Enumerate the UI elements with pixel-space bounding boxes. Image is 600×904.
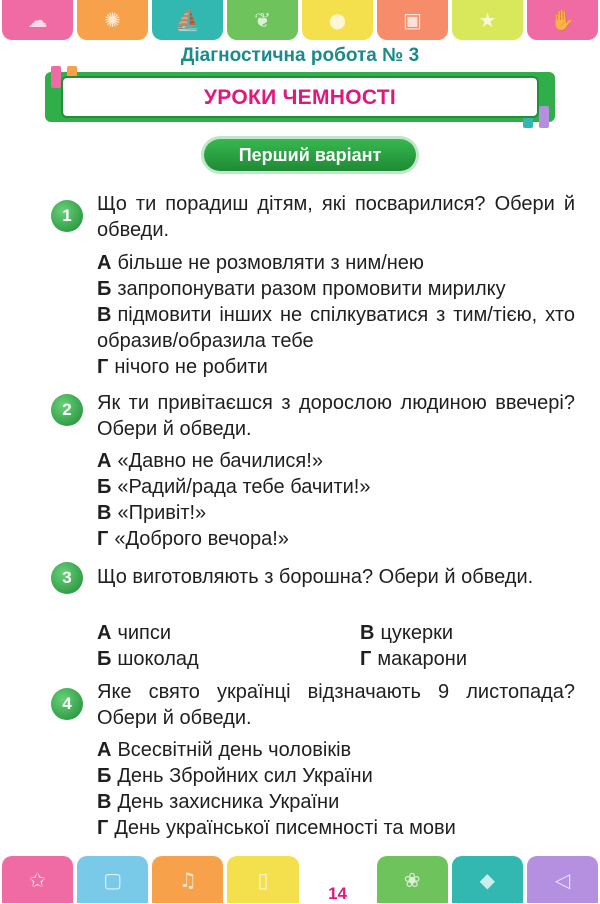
option-letter: А (97, 450, 112, 472)
bag-icon: ▣ (403, 8, 422, 32)
option-text: День української писемності та мови (114, 817, 456, 839)
page-number: 14 (328, 884, 348, 903)
decor-tile (227, 856, 298, 903)
ribbon-tab (51, 66, 61, 88)
option-text: «Давно не бачилися!» (117, 450, 323, 472)
answer-option[interactable] (97, 763, 575, 789)
option-letter: Г (97, 356, 109, 378)
answer-option[interactable] (97, 302, 575, 354)
option-letter: В (360, 622, 375, 644)
decor-tile (227, 0, 298, 40)
decor-tile (152, 0, 223, 40)
lesson-title: УРОКИ ЧЕМНОСТІ (203, 86, 397, 109)
square-icon: ▢ (103, 867, 123, 892)
answer-option[interactable] (97, 620, 347, 646)
answer-option[interactable] (97, 789, 575, 815)
triangle-icon: ◁ (554, 867, 571, 892)
apple-icon: ● (328, 8, 347, 32)
fish-icon: ◆ (479, 867, 495, 892)
decor-tile (527, 856, 598, 903)
decor-tile (2, 0, 73, 40)
decor-tile (452, 856, 523, 903)
option-text: запропонувати разом промовити мирилку (117, 278, 506, 300)
question-number-badge: 3 (51, 562, 83, 594)
answer-option[interactable] (97, 500, 575, 526)
option-letter: В (97, 304, 112, 326)
answer-option[interactable] (97, 737, 575, 763)
page-number-holder (303, 856, 373, 903)
question-number-badge: 2 (51, 394, 83, 426)
option-text: «Доброго вечора!» (114, 528, 289, 550)
option-text: цукерки (380, 622, 454, 644)
option-text: Всесвітній день чоловіків (117, 739, 352, 761)
decor-tile (2, 856, 73, 903)
answer-option[interactable] (97, 646, 347, 672)
variant-badge: Перший варіант (204, 139, 416, 171)
answer-option[interactable] (97, 474, 575, 500)
decor-tile (377, 0, 448, 40)
option-letter: А (97, 622, 112, 644)
option-letter: Б (97, 648, 112, 670)
answer-option[interactable] (360, 646, 575, 672)
option-letter: А (97, 252, 112, 274)
leaf-icon: ❦ (254, 8, 271, 32)
question-number-badge: 1 (51, 200, 83, 232)
bottom-decor-strip (0, 856, 600, 903)
hand-icon: ✋ (550, 8, 575, 32)
question-text: Як ти привітаєшся з дорослою людиною ввечері? Обери й обведи. (97, 392, 575, 440)
phone-icon: ▯ (257, 867, 269, 892)
option-letter: В (97, 502, 112, 524)
option-text: більше не розмовляти з ним/нею (117, 252, 424, 274)
question-text: Яке свято українці відзначають 9 листопада? Обери й обведи. (97, 681, 575, 729)
answer-option[interactable] (97, 354, 575, 380)
star-icon: ✩ (29, 867, 46, 892)
decor-tile (527, 0, 598, 40)
lesson-title-ribbon (45, 72, 555, 122)
option-letter: В (97, 791, 112, 813)
decor-tile (377, 856, 448, 903)
option-text: День захисника України (117, 791, 340, 813)
option-text: чипси (117, 622, 172, 644)
answer-option[interactable] (97, 250, 575, 276)
decor-tile (152, 856, 223, 903)
option-text: День Збройних сил України (117, 765, 373, 787)
decor-tile (302, 0, 373, 40)
question-text: Що виготовляють з борошна? Обери й обведи. (97, 566, 534, 588)
option-letter: А (97, 739, 112, 761)
option-letter: Г (97, 528, 109, 550)
ribbon-tab (539, 106, 549, 128)
music-icon: ♫ (178, 867, 197, 892)
answer-option[interactable] (97, 526, 575, 552)
cloud-icon: ☁ (27, 8, 48, 32)
answer-option[interactable] (97, 815, 575, 841)
option-letter: Б (97, 278, 112, 300)
question-number-badge: 4 (51, 688, 83, 720)
answer-option[interactable] (97, 276, 575, 302)
option-text: «Привіт!» (117, 502, 207, 524)
option-letter: Б (97, 476, 112, 498)
work-title: Діагностична робота № 3 (180, 45, 420, 66)
question-text: Що ти порадиш дітям, які посварилися? Обери й обведи. (97, 193, 575, 241)
decor-tile (452, 0, 523, 40)
option-text: нічого не робити (114, 356, 268, 378)
option-text: «Радий/рада тебе бачити!» (117, 476, 371, 498)
option-text: шоколад (117, 648, 199, 670)
sprout-icon: ❀ (403, 867, 421, 892)
answer-option[interactable] (360, 620, 575, 646)
option-letter: Г (97, 817, 109, 839)
top-decor-strip (0, 0, 600, 40)
option-letter: Г (360, 648, 372, 670)
option-letter: Б (97, 765, 112, 787)
sail-icon: ⛵ (175, 8, 200, 32)
ribbon-paper (63, 78, 537, 116)
answer-option[interactable] (97, 448, 575, 474)
option-text: макарони (377, 648, 467, 670)
sun-icon: ✺ (104, 8, 121, 32)
option-text: підмовити інших не спілкуватися з тим/тією, хто образив/образила тебе (97, 304, 575, 352)
decor-tile (77, 856, 148, 903)
decor-tile (77, 0, 148, 40)
star-icon: ★ (478, 8, 497, 32)
